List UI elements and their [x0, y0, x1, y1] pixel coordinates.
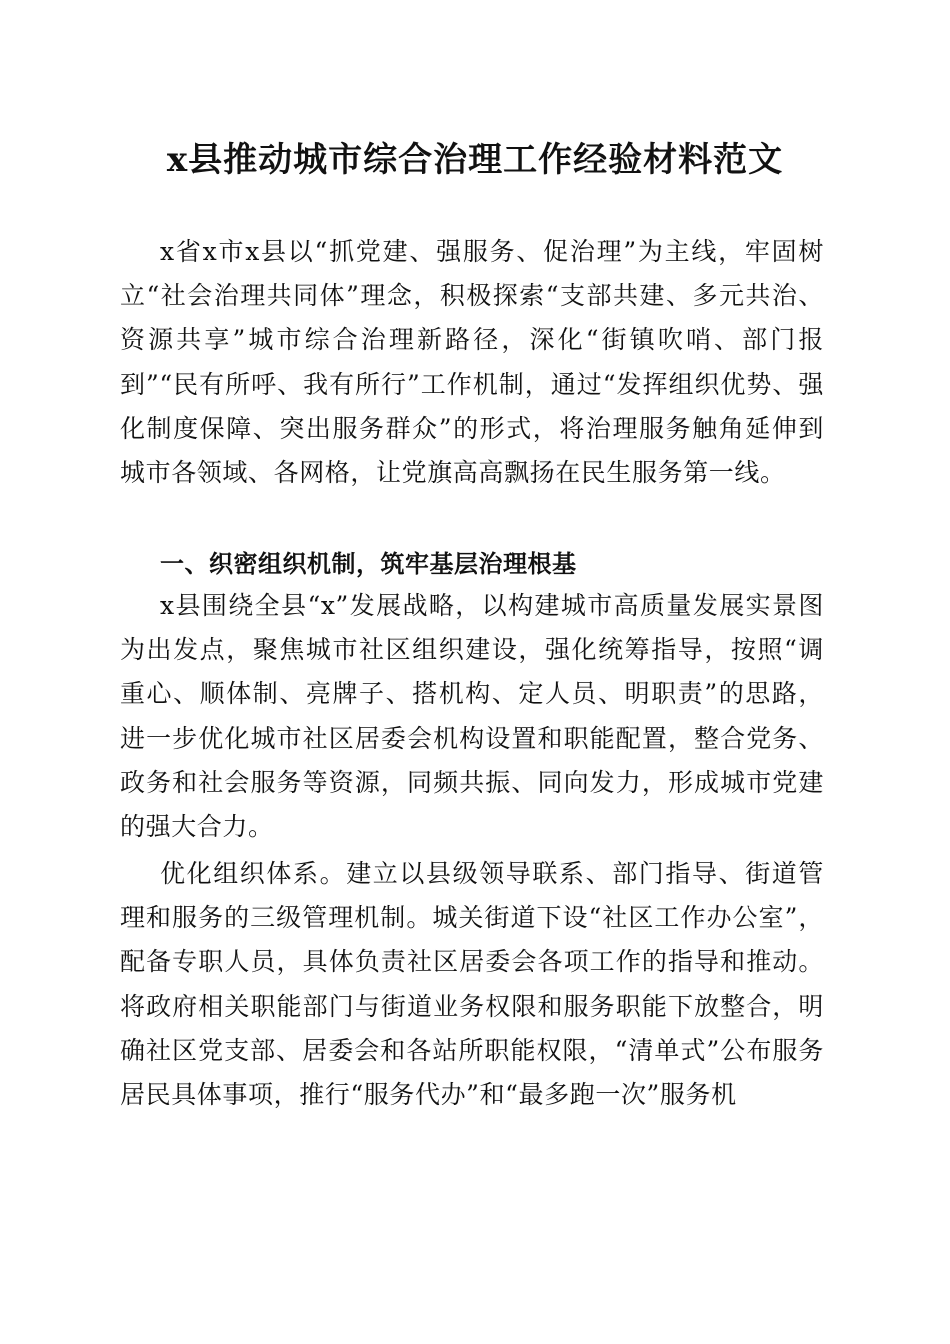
- section1-paragraph-1: x县围绕全县“x”发展战略，以构建城市高质量发展实景图为出发点，聚焦城市社区组织建设，强化统筹指导，按照“调重心、顺体制、亮牌子、搭机构、定人员、明职责”的思路，进一步优化城市社区居委会机构设置和职能配置，整合党务、政务和社会服务等资源，同频共振、同向发力，形成城市党建的强大合力。: [120, 591, 824, 842]
- document-title: x县推动城市综合治理工作经验材料范文: [166, 140, 784, 180]
- section-heading-1: 一、织密组织机制，筑牢基层治理根基: [160, 550, 577, 578]
- section1-paragraph-2: 优化组织体系。建立以县级领导联系、部门指导、街道管理和服务的三级管理机制。城关街道下设“社区工作办公室”，配备专职人员，具体负责社区居委会各项工作的指导和推动。将政府相关职能部门与街道业务权限和服务职能下放整合，明确社区党支部、居委会和各站所职能权限，“清单式”公布服务居民具体事项，推行“服务代办”和“最多跑一次”服务机: [120, 859, 824, 1110]
- intro-paragraph: x省x市x县以“抓党建、强服务、促治理”为主线，牢固树立“社会治理共同体”理念，积极探索“支部共建、多元共治、资源共享”城市综合治理新路径，深化“街镇吹哨、部门报到”“民有所呼、我有所行”工作机制，通过“发挥组织优势、强化制度保障、突出服务群众”的形式，将治理服务触角延伸到城市各领域、各网格，让党旗高高飘扬在民生服务第一线。: [120, 237, 824, 488]
